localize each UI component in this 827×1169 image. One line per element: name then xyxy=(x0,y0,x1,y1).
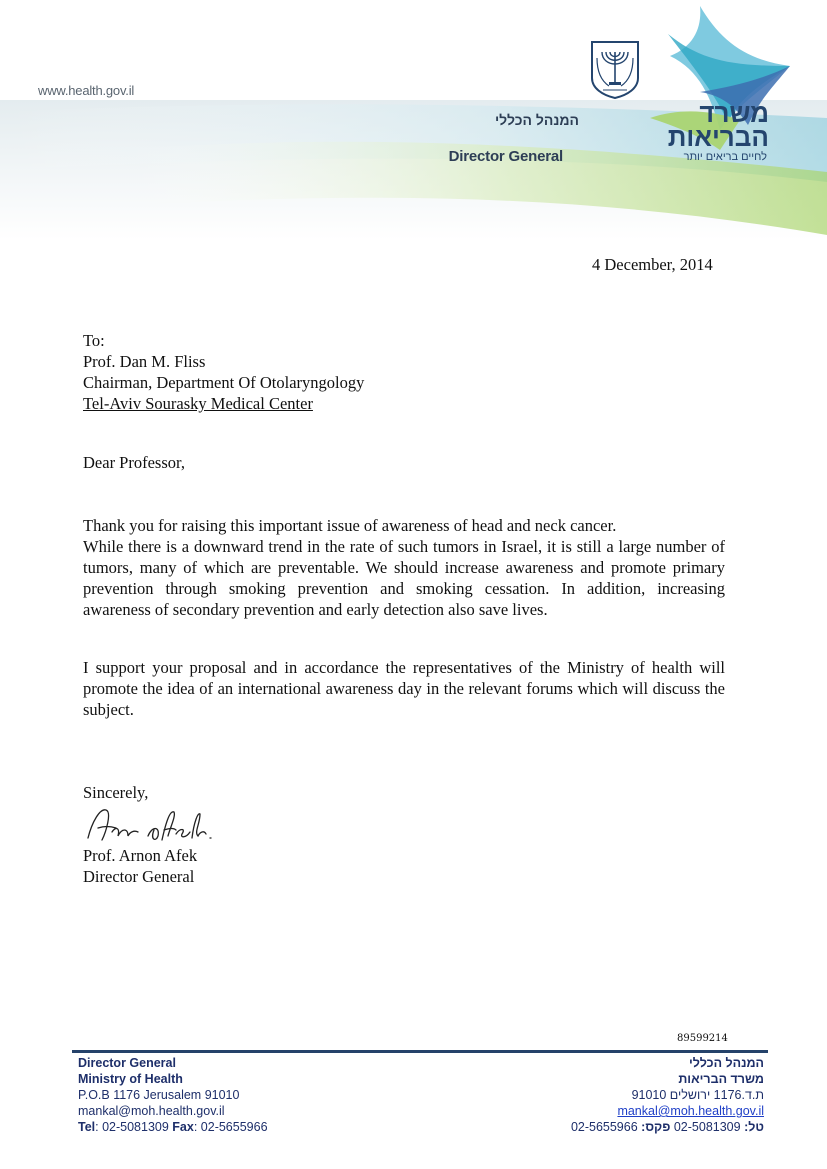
reference-number: 89599214 xyxy=(677,1033,728,1044)
director-general-title-hebrew: המנהל הכללי xyxy=(494,112,579,128)
footer-ministry-english: Ministry of Health xyxy=(78,1072,183,1086)
tel-number-hebrew: 02-5081309 xyxy=(670,1120,745,1134)
body-paragraph-2 xyxy=(83,657,725,720)
ministry-logo-line2: הבריאות xyxy=(667,122,769,152)
footer-email-hebrew[interactable]: mankal@moh.health.gov.il xyxy=(617,1104,764,1118)
recipient-institution: Tel-Aviv Sourasky Medical Center xyxy=(83,394,313,413)
recipient-block xyxy=(83,330,364,414)
closing: Sincerely, xyxy=(83,783,149,802)
fax-number-hebrew: 02-5655966 xyxy=(570,1120,642,1134)
ministry-tagline: לחיים בריאים יותר xyxy=(683,151,767,163)
footer-phone-english xyxy=(78,1119,268,1135)
footer-phone-hebrew xyxy=(571,1119,764,1135)
footer-title-english: Director General xyxy=(78,1056,176,1070)
fax-label: Fax xyxy=(172,1120,194,1134)
director-general-title-english: Director General xyxy=(448,148,563,165)
signer-name: Prof. Arnon Afek xyxy=(83,846,198,865)
signer-block xyxy=(83,845,197,887)
tel-label: Tel xyxy=(78,1120,96,1134)
fax-label-hebrew: פקס: xyxy=(641,1120,671,1134)
footer-email-english[interactable]: mankal@moh.health.gov.il xyxy=(78,1104,225,1118)
fax-number: : 02-5655966 xyxy=(193,1120,268,1134)
footer-address-hebrew: ת.ד.1176 ירושלים 91010 xyxy=(631,1088,764,1102)
tel-number: : 02-5081309 xyxy=(95,1120,173,1134)
footer-divider xyxy=(72,1050,768,1053)
handwritten-signature xyxy=(82,802,222,848)
body-paragraph-1-first-line: Thank you for raising this important issue of awareness of head and neck cancer. xyxy=(83,516,617,535)
state-emblem-icon xyxy=(592,42,638,98)
body-paragraph-1-text: While there is a downward trend in the rate of such tumors in Israel, it is still a large number of tumors, many of which are preventable. We should increase awareness and promote primary prevention through smoking prevention and smoking cessation. In addition, increasing awareness of secondary prevention and early detection also save lives. xyxy=(83,537,725,619)
footer-contact-hebrew xyxy=(571,1055,764,1135)
footer-title-hebrew: המנהל הכללי xyxy=(688,1056,764,1070)
footer-contact-english xyxy=(78,1055,268,1135)
footer-ministry-hebrew: משרד הבריאות xyxy=(678,1072,764,1086)
body-paragraph-2-text: I support your proposal and in accordance the representatives of the Ministry of health will promote the idea of an international awareness day in the relevant forums which will discuss the subject. xyxy=(83,658,725,719)
recipient-name: Prof. Dan M. Fliss xyxy=(83,352,206,371)
footer-address-english: P.O.B 1176 Jerusalem 91010 xyxy=(78,1088,240,1102)
ministry-logo-line1: משרד xyxy=(699,98,769,128)
recipient-to-label: To: xyxy=(83,331,105,350)
recipient-position: Chairman, Department Of Otolaryngology xyxy=(83,373,365,392)
signer-title: Director General xyxy=(83,867,195,886)
website-url[interactable]: www.health.gov.il xyxy=(38,83,135,98)
salutation: Dear Professor, xyxy=(83,453,185,472)
letter-date: 4 December, 2014 xyxy=(592,255,713,274)
body-paragraph-1 xyxy=(83,515,725,620)
tel-label-hebrew: טל: xyxy=(744,1120,764,1134)
